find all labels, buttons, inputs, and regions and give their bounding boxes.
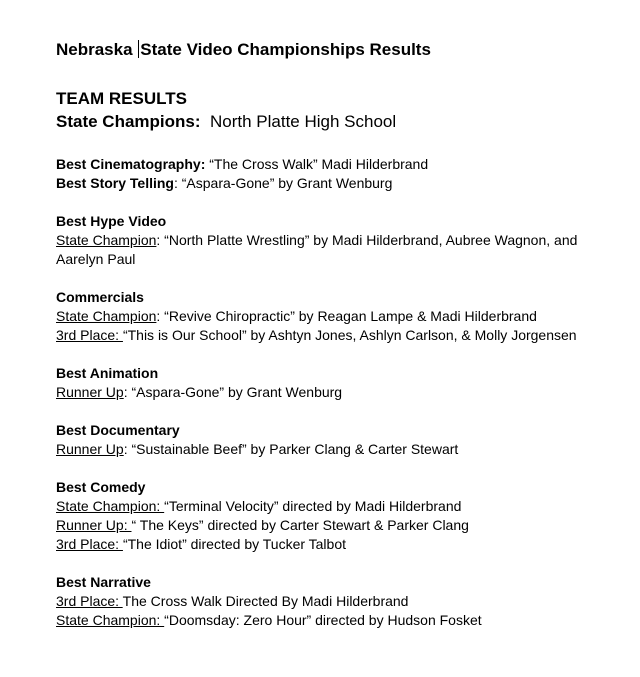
section-hype-video [56, 212, 626, 269]
documentary-entry [56, 440, 626, 459]
comedy-award-1: State Champion: [56, 498, 165, 514]
narrative-text-2: “Doomsday: Zero Hour” directed by Hudson Fosket [164, 612, 482, 628]
story-telling-text: : “Aspara-Gone” by Grant Wenburg [173, 175, 393, 191]
hype-video-award: State Champion [56, 232, 157, 248]
documentary-award: Runner Up [56, 441, 124, 457]
comedy-award-2: Runner Up: [56, 517, 132, 533]
narrative-heading: Best Narrative [56, 574, 151, 590]
commercials-entry-1 [56, 307, 626, 326]
comedy-entry-1 [56, 497, 626, 516]
commercials-entry-2 [56, 326, 626, 345]
section-commercials [56, 288, 626, 345]
story-telling-line [56, 174, 626, 193]
documentary-heading: Best Documentary [56, 422, 180, 438]
comedy-award-3: 3rd Place: [56, 536, 123, 552]
comedy-text-1: “Terminal Velocity” directed by Madi Hilderbrand [164, 498, 462, 514]
narrative-text-1: The Cross Walk Directed By Madi Hilderbrand [122, 593, 409, 609]
comedy-heading: Best Comedy [56, 479, 146, 495]
cinematography-text: “The Cross Walk” Madi Hilderbrand [205, 156, 429, 172]
document-page [56, 38, 626, 630]
commercials-text-1: : “Revive Chiropractic” by Reagan Lampe & Madi Hilderbrand [156, 308, 537, 324]
narrative-award-2: State Champion: [56, 612, 165, 628]
narrative-entry-2 [56, 611, 626, 630]
documentary-text: : “Sustainable Beef” by Parker Clang & Carter Stewart [123, 441, 459, 457]
team-results-heading: TEAM RESULTS [56, 89, 187, 108]
cinematography-line [56, 155, 626, 174]
section-cinematography [56, 155, 626, 193]
narrative-award-1: 3rd Place: [56, 593, 123, 609]
comedy-text-2: “ The Keys” directed by Carter Stewart & Parker Clang [131, 517, 469, 533]
section-animation [56, 364, 626, 402]
animation-text: : “Aspara-Gone” by Grant Wenburg [123, 384, 343, 400]
commercials-text-2: “This is Our School” by Ashtyn Jones, Ashlyn Carlson, & Molly Jorgensen [122, 327, 577, 343]
state-champions-line [56, 110, 626, 134]
section-narrative [56, 573, 626, 630]
state-champions-value: North Platte High School [209, 112, 397, 131]
section-documentary [56, 421, 626, 459]
title-part-2: State Video Championships Results [140, 40, 431, 59]
hype-video-entry [56, 231, 626, 269]
animation-heading: Best Animation [56, 365, 159, 381]
commercials-heading: Commercials [56, 289, 144, 305]
document-title [56, 38, 626, 62]
animation-entry [56, 383, 626, 402]
narrative-entry-1 [56, 592, 626, 611]
cinematography-label: Best Cinematography: [56, 156, 206, 172]
comedy-text-3: “The Idiot” directed by Tucker Talbot [122, 536, 347, 552]
title-part-1: Nebraska [56, 40, 138, 59]
commercials-award-1: State Champion [56, 308, 157, 324]
animation-award: Runner Up [56, 384, 124, 400]
hype-video-text: : “North Platte Wrestling” by Madi Hilderbrand, Aubree Wagnon, and Aarelyn Paul [56, 232, 578, 267]
hype-video-heading: Best Hype Video [56, 213, 167, 229]
state-champions-label: State Champions: [56, 112, 201, 131]
commercials-award-2: 3rd Place: [56, 327, 123, 343]
section-comedy [56, 478, 626, 554]
comedy-entry-2 [56, 516, 626, 535]
comedy-entry-3 [56, 535, 626, 554]
story-telling-label: Best Story Telling [56, 175, 174, 191]
